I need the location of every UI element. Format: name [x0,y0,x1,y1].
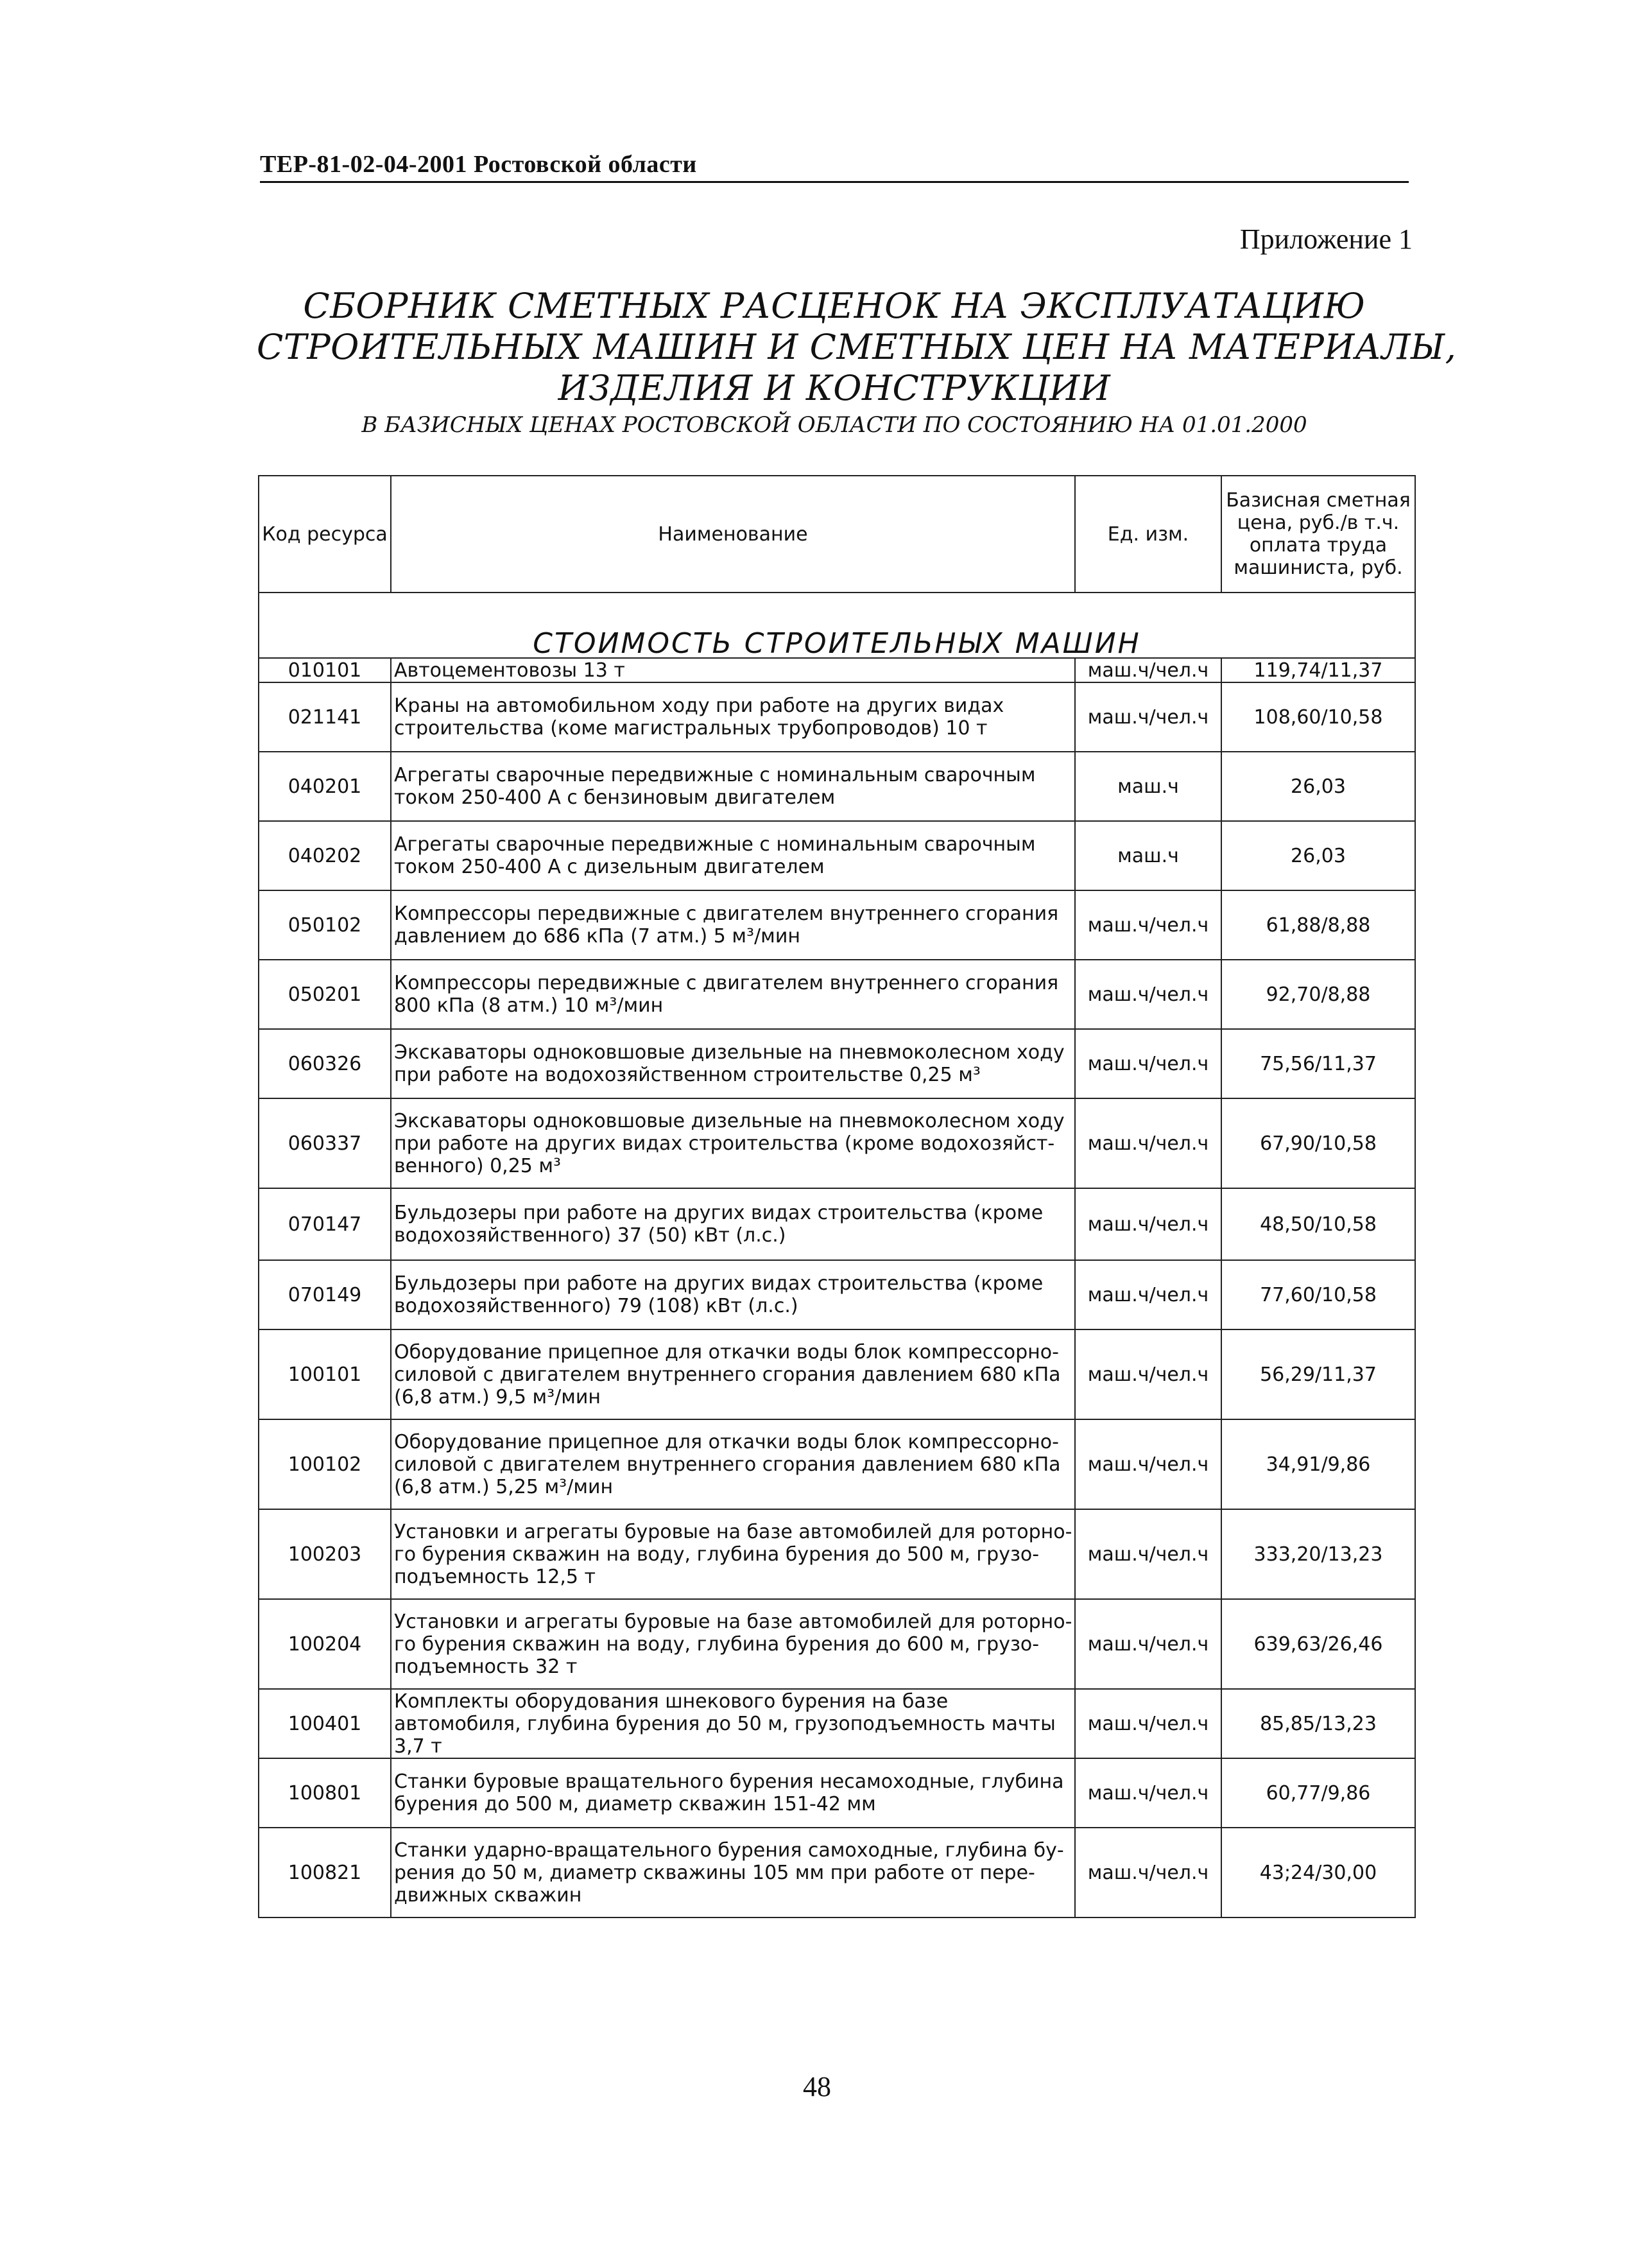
row-name: Станки буровые вращательного бурения несамоходные, глубина бурения до 500 м, диаметр скважин 151-42 мм [391,1758,1075,1828]
table-row [259,682,1415,752]
table-row [259,1689,1415,1758]
row-unit: маш.ч/чел.ч [1075,890,1221,960]
section-title: СТОИМОСТЬ СТРОИТЕЛЬНЫХ МАШИН [259,593,1415,658]
row-price: 67,90/10,58 [1221,1098,1415,1188]
row-name: Установки и агрегаты буровые на базе автомобилей для роторно-го бурения скважин на воду, глубина бурения до 500 м, грузо-подъемность 12,5 т [391,1509,1075,1599]
row-name: Автоцементовозы 13 т [391,658,1075,682]
table-row [259,960,1415,1029]
row-unit: маш.ч/чел.ч [1075,1188,1221,1260]
column-header-code: Код ресурса [259,476,391,593]
row-code: 050201 [259,960,391,1029]
table-row [259,1419,1415,1509]
row-unit: маш.ч/чел.ч [1075,682,1221,752]
row-price: 43;24/30,00 [1221,1828,1415,1917]
title-line: СТРОИТЕЛЬНЫХ МАШИН И СМЕТНЫХ ЦЕН НА МАТЕРИАЛЫ, [257,327,1457,367]
table-row [259,658,1415,682]
table-row [259,1188,1415,1260]
row-code: 100203 [259,1509,391,1599]
table-row [259,1329,1415,1419]
row-price: 61,88/8,88 [1221,890,1415,960]
row-unit: маш.ч/чел.ч [1075,960,1221,1029]
row-unit: маш.ч/чел.ч [1075,1419,1221,1509]
row-price: 92,70/8,88 [1221,960,1415,1029]
row-unit: маш.ч [1075,821,1221,890]
row-code: 040201 [259,752,391,821]
row-unit: маш.ч/чел.ч [1075,658,1221,682]
row-unit: маш.ч/чел.ч [1075,1689,1221,1758]
row-name: Экскаваторы одноковшовые дизельные на пневмоколесном ходу при работе на водохозяйственном строительстве 0,25 м³ [391,1029,1075,1098]
row-price: 34,91/9,86 [1221,1419,1415,1509]
row-code: 100801 [259,1758,391,1828]
row-name: Краны на автомобильном ходу при работе на других видах строительства (коме магистральных трубопроводов) 10 т [391,682,1075,752]
table-row [259,1599,1415,1689]
title-line: ИЗДЕЛИЯ И КОНСТРУКЦИИ [558,368,1111,408]
resource-table [258,475,1416,1918]
row-name: Бульдозеры при работе на других видах строительства (кроме водохозяйственного) 37 (50) кВт (л.с.) [391,1188,1075,1260]
row-price: 108,60/10,58 [1221,682,1415,752]
row-name: Компрессоры передвижные с двигателем внутреннего сгорания давлением до 686 кПа (7 атм.) 5 м³/мин [391,890,1075,960]
row-unit: маш.ч/чел.ч [1075,1329,1221,1419]
page-number: 48 [803,2071,831,2102]
row-code: 050102 [259,890,391,960]
row-code: 060326 [259,1029,391,1098]
table-row [259,752,1415,821]
row-unit: маш.ч/чел.ч [1075,1509,1221,1599]
table-row [259,1029,1415,1098]
row-price: 56,29/11,37 [1221,1329,1415,1419]
row-unit: маш.ч/чел.ч [1075,1758,1221,1828]
row-code: 021141 [259,682,391,752]
row-code: 100821 [259,1828,391,1917]
row-price: 60,77/9,86 [1221,1758,1415,1828]
row-price: 85,85/13,23 [1221,1689,1415,1758]
row-unit: маш.ч/чел.ч [1075,1828,1221,1917]
row-code: 070149 [259,1260,391,1329]
row-name: Установки и агрегаты буровые на базе автомобилей для роторно-го бурения скважин на воду, глубина бурения до 600 м, грузо-подъемность 32 т [391,1599,1075,1689]
row-name: Агрегаты сварочные передвижные с номинальным сварочным током 250-400 А с дизельным двигателем [391,821,1075,890]
row-code: 070147 [259,1188,391,1260]
table-header-row [259,476,1415,593]
row-code: 100102 [259,1419,391,1509]
row-price: 48,50/10,58 [1221,1188,1415,1260]
column-header-name: Наименование [391,476,1075,593]
row-name: Оборудование прицепное для откачки воды блок компрессорно-силовой с двигателем внутреннего сгорания давлением 680 кПа (6,8 атм.) 9,5 м³/мин [391,1329,1075,1419]
row-price: 77,60/10,58 [1221,1260,1415,1329]
row-code: 060337 [259,1098,391,1188]
row-price: 26,03 [1221,752,1415,821]
table-row [259,1098,1415,1188]
table-row [259,1260,1415,1329]
column-header-price: Базисная сметная цена, руб./в т.ч. оплата труда машиниста, руб. [1221,476,1415,593]
row-price: 75,56/11,37 [1221,1029,1415,1098]
running-header: ТЕР-81-02-04-2001 Ростовской области [260,149,1409,183]
table-row [259,821,1415,890]
row-unit: маш.ч/чел.ч [1075,1098,1221,1188]
row-price: 333,20/13,23 [1221,1509,1415,1599]
table-row [259,1828,1415,1917]
row-code: 010101 [259,658,391,682]
column-header-unit: Ед. изм. [1075,476,1221,593]
row-name: Экскаваторы одноковшовые дизельные на пневмоколесном ходу при работе на других видах строительства (кроме водохозяйст-венного) 0,25 м³ [391,1098,1075,1188]
row-name: Комплекты оборудования шнекового бурения на базе автомобиля, глубина бурения до 50 м, грузоподъемность мачты 3,7 т [391,1689,1075,1758]
row-code: 040202 [259,821,391,890]
table-row [259,1758,1415,1828]
row-price: 639,63/26,46 [1221,1599,1415,1689]
row-code: 100401 [259,1689,391,1758]
row-code: 100101 [259,1329,391,1419]
document-title [257,286,1457,409]
section-row [259,593,1415,658]
row-name: Станки ударно-вращательного бурения самоходные, глубина бу-рения до 50 м, диаметр скважины 105 мм при работе от пере-движных скважин [391,1828,1075,1917]
row-unit: маш.ч/чел.ч [1075,1029,1221,1098]
row-name: Компрессоры передвижные с двигателем внутреннего сгорания 800 кПа (8 атм.) 10 м³/мин [391,960,1075,1029]
row-price: 26,03 [1221,821,1415,890]
title-line: СБОРНИК СМЕТНЫХ РАСЦЕНОК НА ЭКСПЛУАТАЦИЮ [303,286,1366,326]
row-name: Бульдозеры при работе на других видах строительства (кроме водохозяйственного) 79 (108) кВт (л.с.) [391,1260,1075,1329]
document-subtitle: В БАЗИСНЫХ ЦЕНАХ РОСТОВСКОЙ ОБЛАСТИ ПО СОСТОЯНИЮ НА 01.01.2000 [361,412,1307,438]
row-name: Агрегаты сварочные передвижные с номинальным сварочным током 250-400 А с бензиновым двигателем [391,752,1075,821]
row-price: 119,74/11,37 [1221,658,1415,682]
row-unit: маш.ч/чел.ч [1075,1599,1221,1689]
table-row [259,1509,1415,1599]
table-row [259,890,1415,960]
row-name: Оборудование прицепное для откачки воды блок компрессорно-силовой с двигателем внутреннего сгорания давлением 680 кПа (6,8 атм.) 5,25 м³/мин [391,1419,1075,1509]
row-code: 100204 [259,1599,391,1689]
row-unit: маш.ч/чел.ч [1075,1260,1221,1329]
row-unit: маш.ч [1075,752,1221,821]
appendix-label: Приложение 1 [1239,223,1413,255]
